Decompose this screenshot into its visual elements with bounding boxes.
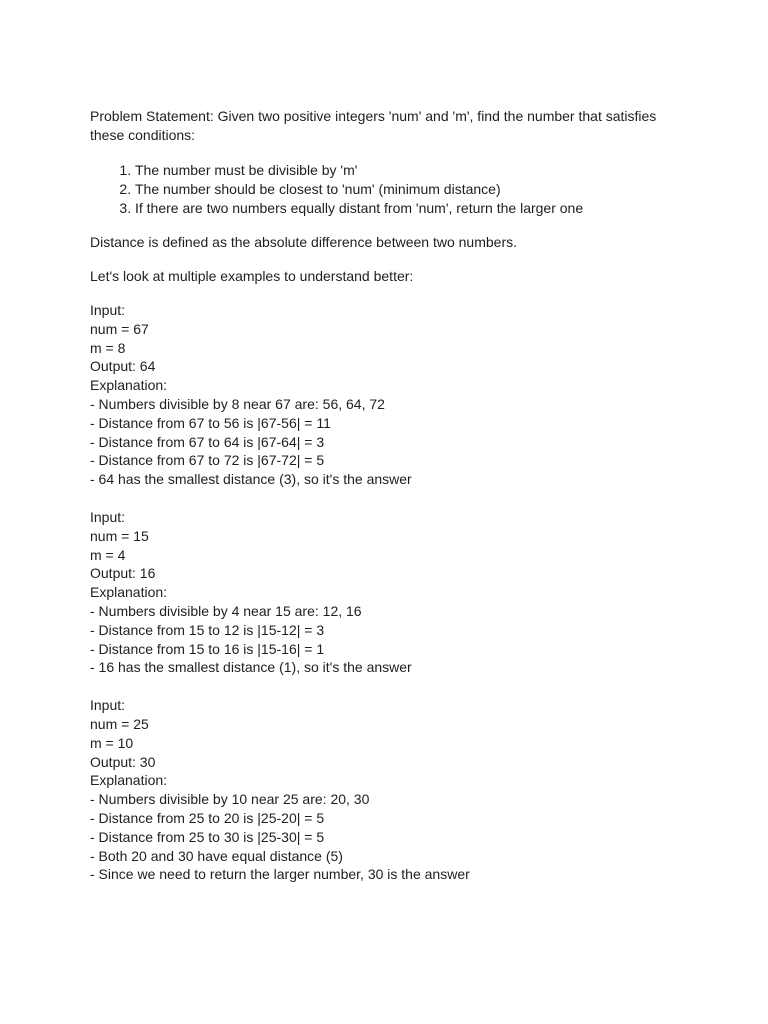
num-value: num = 15 [90, 527, 149, 544]
m-value: m = 8 [90, 339, 126, 356]
example-2 [90, 508, 680, 677]
document-page [90, 107, 680, 903]
explanation-line: - Distance from 25 to 30 is |25-30| = 5 [90, 828, 325, 845]
explanation-label: Explanation: [90, 772, 168, 789]
explanation-line: - Distance from 67 to 64 is |67-64| = 3 [90, 433, 325, 450]
output-value: Output: 64 [90, 358, 156, 375]
num-value: num = 25 [90, 715, 149, 732]
explanation-line: - Numbers divisible by 8 near 67 are: 56, 64, 72 [90, 395, 385, 412]
explanation-line: - 16 has the smallest distance (1), so it's the answer [90, 659, 412, 676]
explanation-line: - Both 20 and 30 have equal distance (5) [90, 847, 343, 864]
explanation-line: - Distance from 67 to 56 is |67-56| = 11 [90, 414, 331, 431]
condition-item: 3. If there are two numbers equally distant from 'num', return the larger one [135, 199, 680, 218]
m-value: m = 10 [90, 734, 134, 751]
explanation-line: - Distance from 25 to 20 is |25-20| = 5 [90, 809, 325, 826]
explanation-line: - 64 has the smallest distance (3), so it's the answer [90, 471, 412, 488]
explanation-line: - Distance from 67 to 72 is |67-72| = 5 [90, 452, 325, 469]
output-value: Output: 16 [90, 565, 156, 582]
examples-intro: Let's look at multiple examples to understand better: [90, 268, 414, 284]
condition-item: 2. The number should be closest to 'num' (minimum distance) [135, 180, 680, 199]
example-1 [90, 301, 680, 489]
explanation-line: - Numbers divisible by 10 near 25 are: 20, 30 [90, 791, 370, 808]
problem-statement: Problem Statement: Given two positive integers 'num' and 'm', find the number that satisfies these conditions: [90, 108, 657, 143]
explanation-line: - Distance from 15 to 12 is |15-12| = 3 [90, 621, 325, 638]
explanation-line: - Since we need to return the larger number, 30 is the answer [90, 866, 470, 883]
input-label: Input: [90, 302, 126, 318]
example-3 [90, 696, 680, 884]
explanation-label: Explanation: [90, 584, 168, 601]
explanation-line: - Distance from 15 to 16 is |15-16| = 1 [90, 640, 325, 657]
conditions-list [90, 161, 680, 218]
input-label: Input: [90, 508, 126, 525]
explanation-label: Explanation: [90, 377, 168, 394]
input-label: Input: [90, 697, 126, 714]
num-value: num = 67 [90, 320, 149, 337]
distance-definition: Distance is defined as the absolute difference between two numbers. [90, 234, 517, 250]
condition-item: 1. The number must be divisible by 'm' [135, 161, 680, 180]
output-value: Output: 30 [90, 753, 156, 770]
m-value: m = 4 [90, 546, 126, 563]
explanation-line: - Numbers divisible by 4 near 15 are: 12, 16 [90, 602, 362, 619]
